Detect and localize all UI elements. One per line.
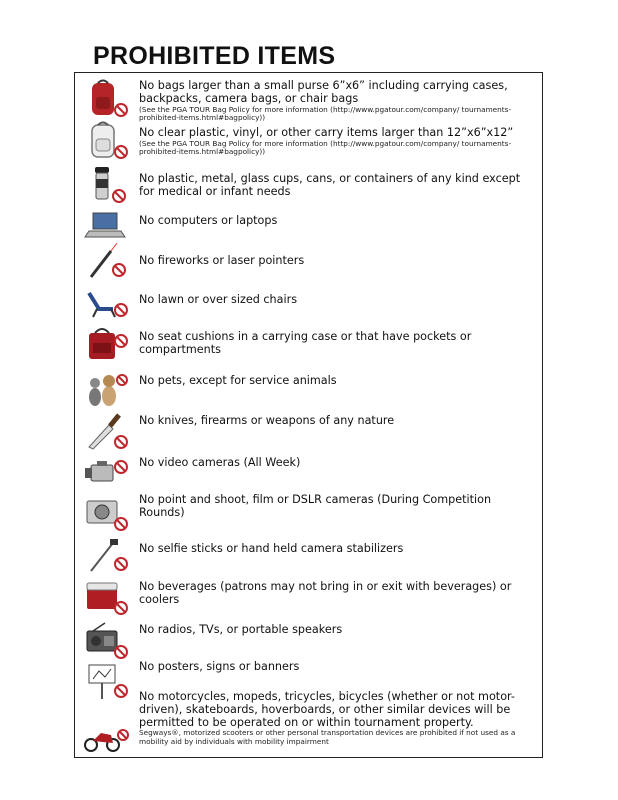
backpack-icon xyxy=(83,79,129,119)
item-text: No radios, TVs, or portable speakers xyxy=(139,623,343,636)
item-text: No selfie sticks or hand held camera stabilizers xyxy=(139,542,404,555)
item-text: No knives, firearms or weapons of any nature xyxy=(139,414,395,427)
item-text: No video cameras (All Week) xyxy=(139,456,301,469)
radio-icon xyxy=(83,621,129,661)
travel-mug-icon xyxy=(83,165,129,205)
knife-icon xyxy=(83,411,129,451)
page-title: PROHIBITED ITEMS xyxy=(93,42,336,70)
camera-icon xyxy=(83,493,129,533)
prohibited-items-list xyxy=(74,72,543,758)
item-text: No computers or laptops xyxy=(139,214,278,227)
lawn-chair-icon xyxy=(83,283,129,323)
item-text: No motorcycles, mopeds, tricycles, bicycles (whether or not motor-driven), skateboards, hoverboards, or other similar devices will be permitted to be operated on or within tournament property. xyxy=(139,690,515,729)
item-text: No posters, signs or banners xyxy=(139,660,300,673)
laptop-icon xyxy=(83,207,129,247)
motorcycle-icon xyxy=(83,717,129,757)
item-text: No beverages (patrons may not bring in or exit with beverages) or coolers xyxy=(139,580,512,606)
sign-icon xyxy=(83,661,129,701)
cooler-icon xyxy=(83,577,129,617)
laser-pointer-icon xyxy=(83,243,129,283)
item-text: No point and shoot, film or DSLR cameras (During Competition Rounds) xyxy=(139,493,492,519)
item-text: No lawn or over sized chairs xyxy=(139,293,298,306)
item-text: No fireworks or laser pointers xyxy=(139,254,305,267)
seat-cushion-bag-icon xyxy=(83,325,129,365)
clear-backpack-icon xyxy=(83,121,129,161)
video-camera-icon xyxy=(83,453,129,493)
item-note: (See the PGA TOUR Bag Policy for more information (http://www.pgatour.com/company/ tournaments-prohibited-items.html#bagpolicy)) xyxy=(139,104,512,123)
item-text: No clear plastic, vinyl, or other carry items larger than 12”x6”x12” xyxy=(139,126,514,139)
selfie-stick-icon xyxy=(83,535,129,575)
item-text: No plastic, metal, glass cups, cans, or containers of any kind except for medical or infant needs xyxy=(139,172,521,198)
item-text: No seat cushions in a carrying case or that have pockets or compartments xyxy=(139,330,472,356)
item-text: No bags larger than a small purse 6”x6” including carrying cases, backpacks, camera bags, or chair bags xyxy=(139,79,508,105)
item-note: Segways®, motorized scooters or other personal transportation devices are prohibited if not used as a mobility aid by individuals with mobility impairment xyxy=(139,728,516,746)
pets-icon xyxy=(83,369,129,409)
item-note: (See the PGA TOUR Bag Policy for more information (http://www.pgatour.com/company/ tournaments-prohibited-items.html#bagpolicy)) xyxy=(139,138,512,157)
item-text: No pets, except for service animals xyxy=(139,374,337,387)
